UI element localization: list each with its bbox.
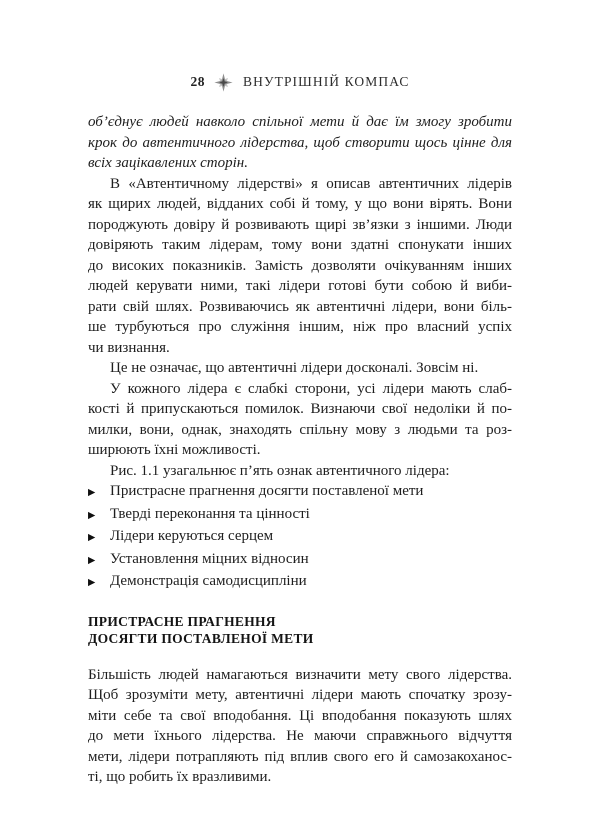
- text-line: породжують довіру й розвивають щирі зв’язки з іншими. Люди: [88, 216, 512, 233]
- feature-list: [88, 481, 512, 594]
- text-line: милки, вони, однак, знаходять спільну мову з людьми та роз-: [88, 421, 512, 438]
- text-line: крок до автентичного лідерства, щоб створити щось цінне для: [88, 134, 512, 151]
- list-item-label: Демонстрація самодисципліни: [110, 573, 307, 589]
- book-title: ВНУТРІШНІЙ КОМПАС: [242, 74, 410, 89]
- text-line: Щоб зрозуміти мету, автентичні лідери мають спочатку зрозу-: [88, 687, 512, 703]
- text-line: ширюють їхні можливості.: [88, 442, 261, 458]
- list-item-label: Тверді переконання та цінності: [110, 505, 310, 522]
- paragraph: [88, 379, 512, 461]
- text-line: ше турбуються про служіння іншим, ніж про власний успіх: [88, 319, 512, 335]
- bullet-triangle-icon: ▶: [88, 554, 96, 566]
- text-line: міти себе та свої вподобання. Ці вподобання показують шлях: [88, 707, 512, 724]
- list-item: [88, 571, 512, 594]
- section-heading: [88, 613, 512, 648]
- paragraph: [88, 358, 512, 379]
- heading-line: ПРИСТРАСНЕ ПРАГНЕННЯ: [88, 613, 276, 629]
- text-line: до мети їхнього лідерства. Не маючи справжнього відчуття: [88, 728, 512, 744]
- text-line: людей керувати ними, такі лідери готові бути собою й виби-: [88, 278, 512, 294]
- text-line: В «Автентичному лідерстві» я описав автентичних лідерів: [110, 175, 512, 192]
- text-line: Рис. 1.1 узагальнює п’ять ознак автентичного лідера:: [110, 462, 450, 479]
- list-item: [88, 481, 512, 504]
- paragraph: [88, 174, 512, 359]
- text-line: мети, лідери потрапляють під вплив свого его й самозакоханос-: [88, 748, 512, 765]
- text-line: ті, що робить їх вразливими.: [88, 769, 272, 785]
- text-line: довіряють таким лідерам, тому вони здатні спонукати інших: [88, 237, 512, 253]
- list-item-label: Пристрасне прагнення досягти поставленої мети: [110, 483, 424, 499]
- text-line: чи визнання.: [88, 339, 170, 356]
- paragraph: [88, 665, 512, 788]
- running-header: [0, 0, 600, 92]
- page-content: [88, 112, 512, 788]
- text-line: всіх зацікавлених сторін.: [88, 155, 248, 171]
- heading-line: ДОСЯГТИ ПОСТАВЛЕНОЇ МЕТИ: [88, 631, 314, 646]
- text-line: рати свій шлях. Розвиваючись як автентичні лідери, вони біль-: [88, 298, 512, 315]
- bullet-triangle-icon: ▶: [88, 577, 96, 588]
- paragraph: [88, 112, 512, 174]
- list-item-label: Лідери керуються серцем: [110, 528, 274, 544]
- bullet-triangle-icon: ▶: [88, 509, 96, 521]
- text-line: як щирих людей, відданих собі й тому, у що вони вірять. Вони: [88, 196, 512, 212]
- page-number: 28: [190, 74, 205, 89]
- text-line: Більшість людей намагаються визначити мету свого лідерства.: [88, 666, 512, 683]
- list-item-label: Установлення міцних відносин: [110, 550, 309, 567]
- text-line: Це не означає, що автентичні лідери досконалі. Зовсім ні.: [110, 360, 479, 376]
- list-item: [88, 549, 512, 572]
- bullet-triangle-icon: ▶: [88, 487, 96, 498]
- compass-star-icon: [214, 72, 234, 92]
- text-line: до високих показників. Замість дозволяти очікуванням інших: [88, 257, 512, 274]
- text-line: об’єднує людей навколо спільної мети й дає їм змогу зробити: [88, 114, 512, 130]
- text-line: У кожного лідера є слабкі сторони, усі лідери мають слаб-: [110, 380, 512, 397]
- list-item: [88, 526, 512, 549]
- text-line: кості й припускаються помилок. Визнаючи свої недоліки й по-: [88, 401, 512, 417]
- list-item: [88, 504, 512, 527]
- bullet-triangle-icon: ▶: [88, 532, 96, 543]
- paragraph: [88, 461, 512, 482]
